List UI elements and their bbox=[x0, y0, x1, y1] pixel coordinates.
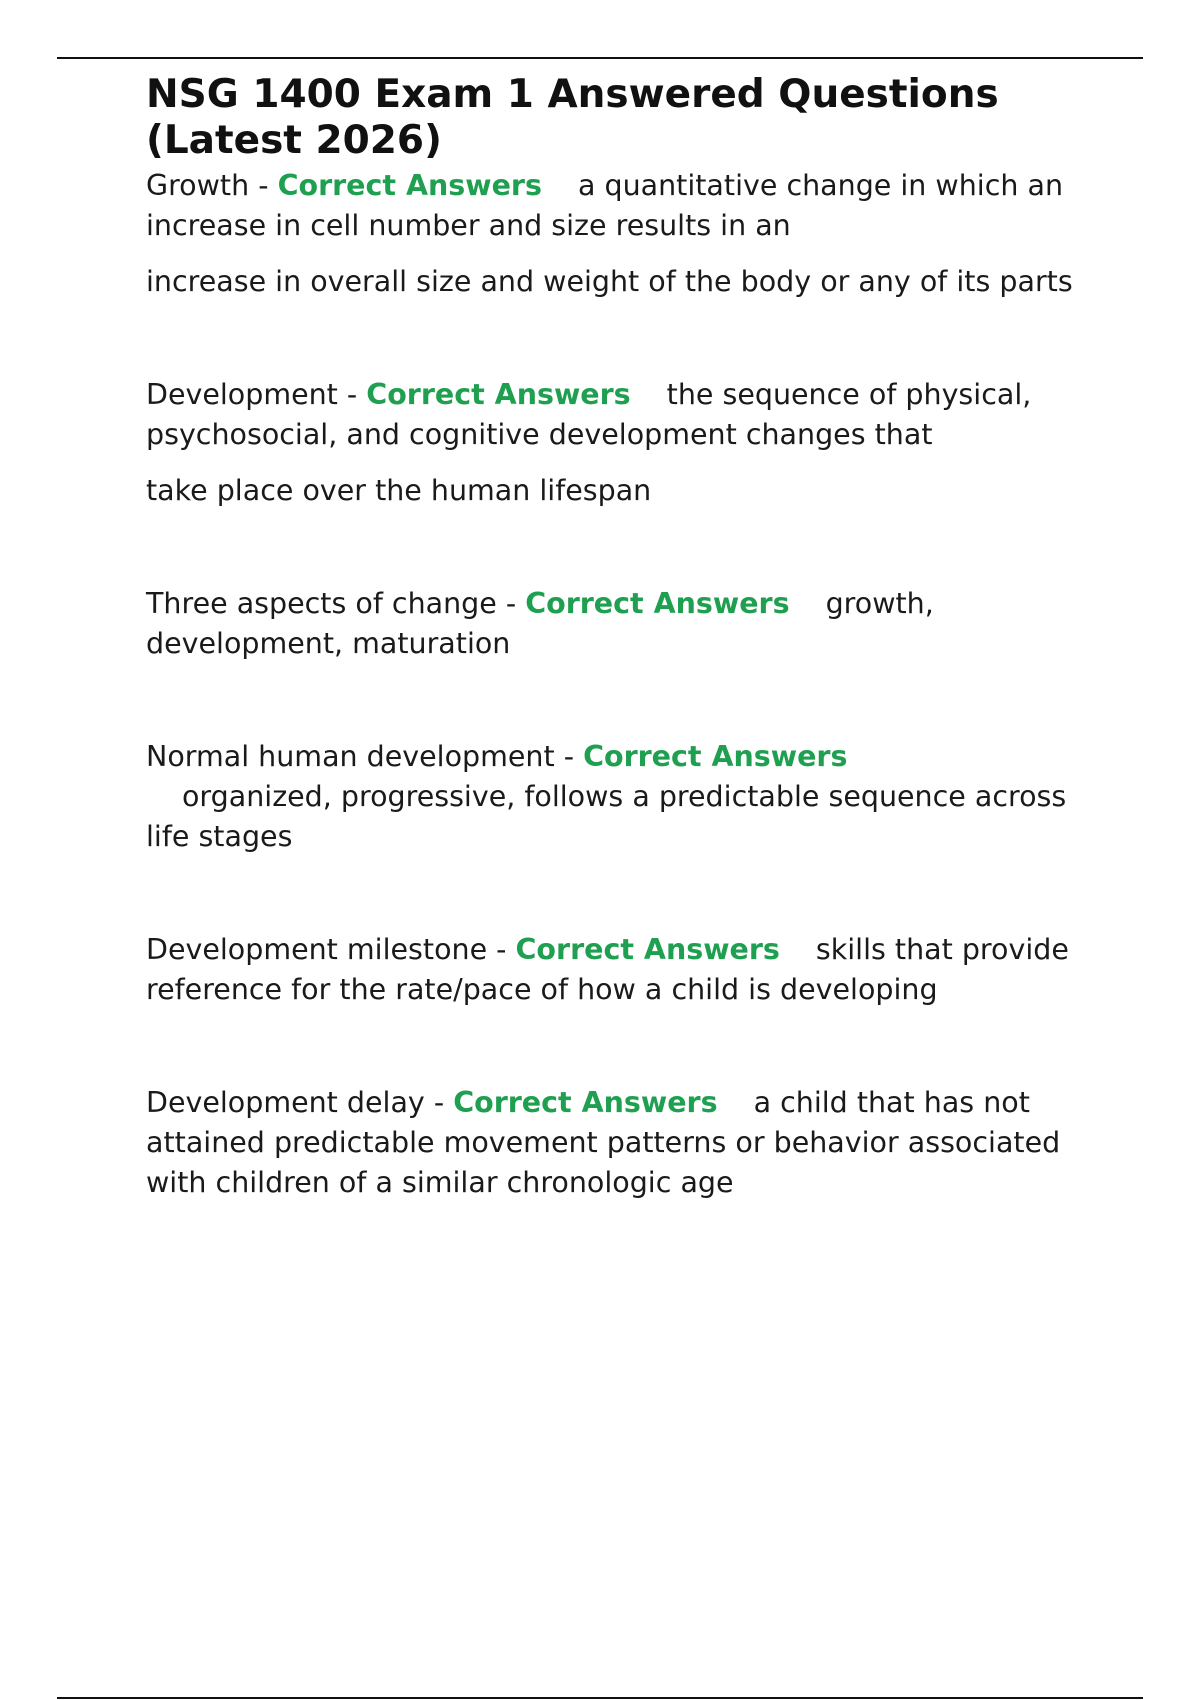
qa-paragraph: Growth - Correct Answers a quantitative change in which an increase in cell number and size results in an bbox=[146, 169, 1064, 242]
qa-item-development-delay bbox=[146, 1083, 1096, 1203]
bottom-rule bbox=[57, 1697, 1143, 1699]
qa-term: Normal human development bbox=[146, 740, 555, 773]
qa-paragraph: Development delay - Correct Answers a child that has not attained predictable movement patterns or behavior associated with children of a similar chronologic age bbox=[146, 1086, 1061, 1199]
qa-item-development bbox=[146, 375, 1096, 511]
qa-answer-continued: take place over the human lifespan bbox=[146, 474, 652, 507]
qa-term: Growth bbox=[146, 169, 250, 202]
correct-answers-label: Correct Answers bbox=[515, 933, 780, 966]
qa-answer: organized, progressive, follows a predictable sequence across life stages bbox=[146, 780, 1067, 853]
correct-answers-label: Correct Answers bbox=[277, 169, 542, 202]
qa-answer: skills that provide reference for the rate/pace of how a child is developing bbox=[146, 933, 1069, 1006]
qa-item-growth bbox=[146, 166, 1096, 302]
qa-answer: a child that has not attained predictable movement patterns or behavior associated with children of a similar chronologic age bbox=[146, 1086, 1061, 1199]
qa-term: Development milestone bbox=[146, 933, 488, 966]
qa-paragraph: Development - Correct Answers the sequence of physical, psychosocial, and cognitive development changes that bbox=[146, 378, 1032, 451]
qa-answer: a quantitative change in which an increase in cell number and size results in an bbox=[146, 169, 1064, 242]
qa-paragraph: Normal human development - Correct Answers organized, progressive, follows a predictable sequence across life stages bbox=[146, 740, 1067, 853]
document-body bbox=[146, 72, 1096, 1203]
qa-answer: growth, development, maturation bbox=[146, 587, 934, 660]
qa-paragraph: Three aspects of change - Correct Answers growth, development, maturation bbox=[146, 587, 934, 660]
qa-term: Three aspects of change bbox=[146, 587, 497, 620]
qa-answer-continued: increase in overall size and weight of the body or any of its parts bbox=[146, 265, 1073, 298]
qa-paragraph: Development milestone - Correct Answers skills that provide reference for the rate/pace of how a child is developing bbox=[146, 933, 1069, 1006]
qa-term: Development bbox=[146, 378, 338, 411]
top-rule bbox=[57, 57, 1143, 59]
qa-paragraph bbox=[146, 262, 1096, 302]
correct-answers-label: Correct Answers bbox=[583, 740, 848, 773]
qa-term: Development delay bbox=[146, 1086, 425, 1119]
correct-answers-label: Correct Answers bbox=[453, 1086, 718, 1119]
qa-paragraph bbox=[146, 471, 1096, 511]
correct-answers-label: Correct Answers bbox=[366, 378, 631, 411]
qa-item-normal-human-development bbox=[146, 737, 1096, 857]
qa-answer: the sequence of physical, psychosocial, and cognitive development changes that bbox=[146, 378, 1032, 451]
qa-item-three-aspects bbox=[146, 584, 1096, 664]
document-title: NSG 1400 Exam 1 Answered Questions (Latest 2026) bbox=[146, 72, 999, 163]
correct-answers-label: Correct Answers bbox=[525, 587, 790, 620]
qa-item-development-milestone bbox=[146, 930, 1096, 1010]
